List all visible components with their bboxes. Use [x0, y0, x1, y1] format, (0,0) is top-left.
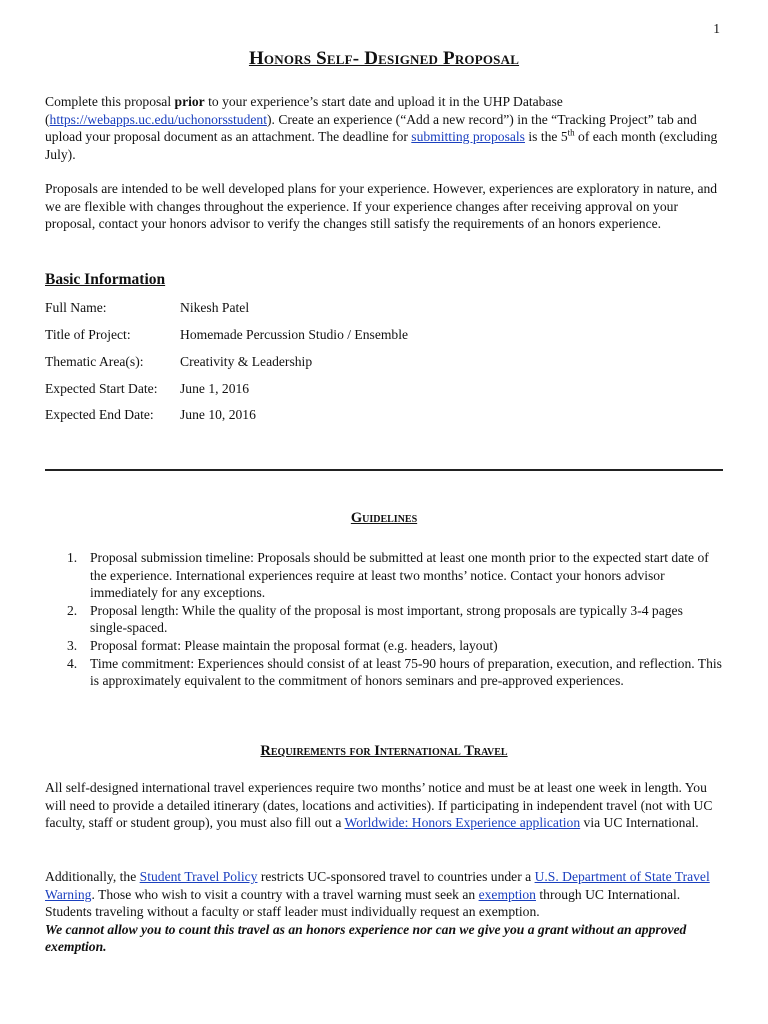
info-value: Creativity & Leadership — [180, 354, 313, 369]
document-title: Honors Self- Designed Proposal — [248, 48, 520, 69]
international-travel-heading: Requirements for International Travel — [260, 743, 508, 759]
page-number: 1 — [713, 21, 720, 36]
info-row-thematic-area — [45, 353, 645, 373]
list-item: 3. Proposal format: Please maintain the proposal format (e.g. headers, layout) — [67, 637, 498, 653]
list-item: 1. Proposal submission timeline: Proposals should be submitted at least one month prior to the expected start date of the experience. International experiences require at least two months’ notice. Contact your honors advisor immediately for any exceptions. — [67, 550, 709, 601]
exemption-warning: We cannot allow you to count this travel as an honors experience nor can we give you a grant without an approved exemption. — [45, 921, 687, 955]
info-row-project-title — [45, 326, 645, 346]
guidelines-list — [45, 549, 723, 690]
info-row-start-date — [45, 380, 645, 400]
basic-information-heading: Basic Information — [45, 271, 166, 288]
exemption-link[interactable]: exemption — [478, 886, 536, 902]
emphasis-prior: prior — [174, 94, 205, 109]
intro-paragraph: Complete this proposal prior to your experience’s start date and upload it in the UHP Database (https://webapps.uc.edu/uchonorsstudent). Create an experience (“Add a new record”) in the “Tracking Project” tab and upload your proposal document as an attachment. The deadline for submitting proposals is the 5th of each month (excluding July). — [45, 94, 718, 162]
info-value: June 1, 2016 — [180, 381, 250, 396]
worldwide-honors-application-link[interactable]: Worldwide: Honors Experience application — [344, 815, 581, 831]
guidelines-heading: Guidelines — [350, 510, 418, 526]
travel-policy-paragraph: Additionally, the Student Travel Policy restricts UC-sponsored travel to countries under a U.S. Department of State Travel Warning. Those who wish to visit a country with a travel warning must seek an exemption through UC International. Students traveling without a faculty or staff leader must individually request an exemption. We cannot allow you to count this travel as an honors experience nor can we give you a grant without an approved exemption. — [45, 869, 710, 955]
uhp-database-link[interactable]: https://webapps.uc.edu/uchonorsstudent — [49, 111, 267, 127]
proposal-intent-paragraph: Proposals are intended to be well developed plans for your experience. However, experiences are exploratory in nature, and we are flexible with changes throughout the experience. If your experience changes after receiving approval on your proposal, contact your honors advisor to verify the changes still satisfy the requirements of an honors experience. — [45, 181, 718, 232]
info-row-end-date — [45, 406, 645, 426]
section-divider — [45, 469, 723, 471]
info-label: Title of Project: — [45, 327, 131, 342]
submitting-proposals-link[interactable]: submitting proposals — [411, 129, 525, 145]
travel-warning-link[interactable]: U.S. Department of State Travel Warning — [45, 869, 710, 902]
info-label: Full Name: — [45, 300, 107, 315]
list-item: 2. Proposal length: While the quality of the proposal is most important, strong proposals are typically 3-4 pages single-spaced. — [67, 602, 683, 636]
info-label: Thematic Area(s): — [45, 354, 144, 369]
info-value: Nikesh Patel — [180, 300, 250, 315]
info-row-full-name — [45, 299, 645, 319]
list-item: 4. Time commitment: Experiences should consist of at least 75-90 hours of preparation, execution, and reflection. This is approximately equivalent to the commitment of honors seminars and pre-approved experiences. — [67, 655, 722, 689]
info-value: Homemade Percussion Studio / Ensemble — [180, 327, 409, 342]
info-label: Expected End Date: — [45, 407, 154, 422]
international-paragraph: All self-designed international travel experiences require two months’ notice and must be at least one week in length. You will need to provide a detailed itinerary (dates, locations and activities). If participating in independent travel (not with UC faculty, staff or student group), you must also fill out a Worldwide: Honors Experience application via UC International. — [45, 780, 713, 831]
info-value: June 10, 2016 — [180, 407, 256, 422]
info-label: Expected Start Date: — [45, 381, 158, 396]
student-travel-policy-link[interactable]: Student Travel Policy — [139, 869, 258, 884]
